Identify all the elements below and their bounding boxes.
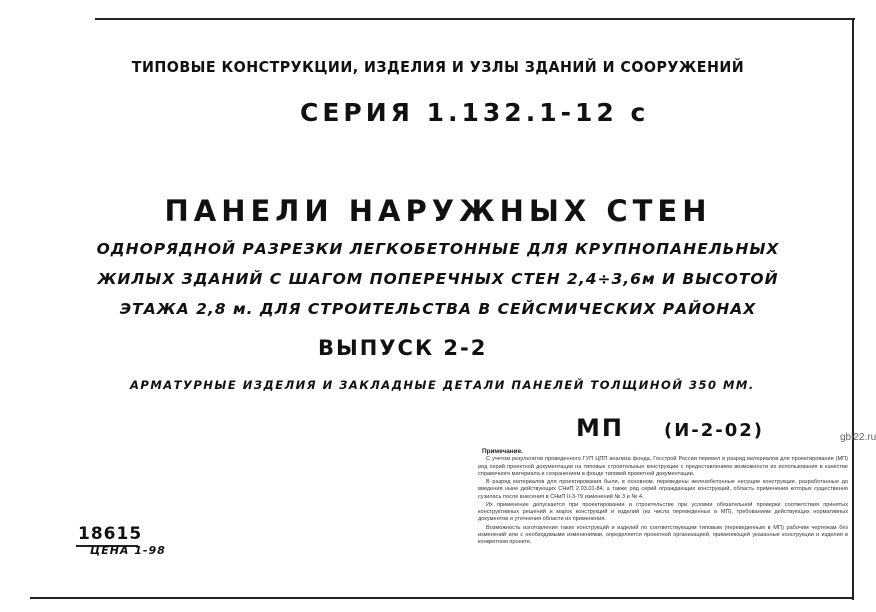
issue-content: АРМАТУРНЫЕ ИЗДЕЛИЯ И ЗАКЛАДНЫЕ ДЕТАЛИ ПАНЕЛЕЙ ТОЛЩИНОЙ 350 ММ.	[130, 378, 755, 392]
notes-paragraph: В разряд материалов для проектирования были, в основном, переведены железобетонные несущие конструкции, разработанные до введения ныне действующих СНиП 2.03.01-84, а также ряд серий ограждающих конструкций, область применения которых существенно сузилась после внесения в СНиП II-3-79 изменений № 3 и № 4.	[478, 479, 848, 500]
document-title: ПАНЕЛИ НАРУЖНЫХ СТЕН	[164, 194, 712, 228]
document-header: ТИПОВЫЕ КОНСТРУКЦИИ, ИЗДЕЛИЯ И УЗЛЫ ЗДАНИЙ И СООРУЖЕНИЙ	[131, 58, 745, 76]
notes-paragraph: Возможность изготовления таких конструкций и изделий по соответствующим типовым (переведенным в МП) рабочим чертежам без изменений или с необходимыми изменениями, определяется проектной организацией, применяющей указанные конструкции и изделия в конкретном проекте.	[478, 524, 848, 546]
frame-bottom-line	[30, 597, 854, 599]
price-label: ЦЕНА 1-98	[90, 544, 166, 557]
mp-label: МП	[576, 414, 624, 442]
watermark: gbi22.ru	[840, 432, 876, 443]
mp-code: (И-2-02)	[664, 420, 765, 441]
notes-paragraph: Их применение допускается при проектировании и строительстве при условии обязательной проверки соответствия принятых конструктивных решений и марок конструкций и изделий (из числа переведенных в МП), требованиям действующих нормативных документов и уточнения области их применения.	[478, 501, 848, 523]
subtitle-line-3: ЭТАЖА 2,8 м. ДЛЯ СТРОИТЕЛЬСТВА В СЕЙСМИЧЕСКИХ РАЙОНАХ	[119, 300, 757, 318]
notes-paragraph: С учетом результатов проведенного ГУП ЦПП анализа фонда, Госстрой России перевел в разряд материалов для проектирования (МП) ряд серий проектной документации на типовые строительные конструкции с предоставлением возможности их использования в качестве справочного материала и сохранением в фонде типовой проектной документации.	[478, 456, 848, 477]
notes-title: Примечание.	[482, 448, 523, 455]
frame-top-line	[95, 18, 855, 20]
series-number: СЕРИЯ 1.132.1-12 с	[300, 98, 650, 127]
subtitle-line-1: ОДНОРЯДНОЙ РАЗРЕЗКИ ЛЕГКОБЕТОННЫЕ ДЛЯ КРУПНОПАНЕЛЬНЫХ	[96, 240, 780, 258]
issue-number: ВЫПУСК 2-2	[318, 336, 488, 360]
subtitle-line-2: ЖИЛЫХ ЗДАНИЙ С ШАГОМ ПОПЕРЕЧНЫХ СТЕН 2,4÷3,6м И ВЫСОТОЙ	[97, 270, 779, 288]
notes-block	[478, 448, 848, 548]
inventory-number: 18615	[78, 524, 143, 544]
